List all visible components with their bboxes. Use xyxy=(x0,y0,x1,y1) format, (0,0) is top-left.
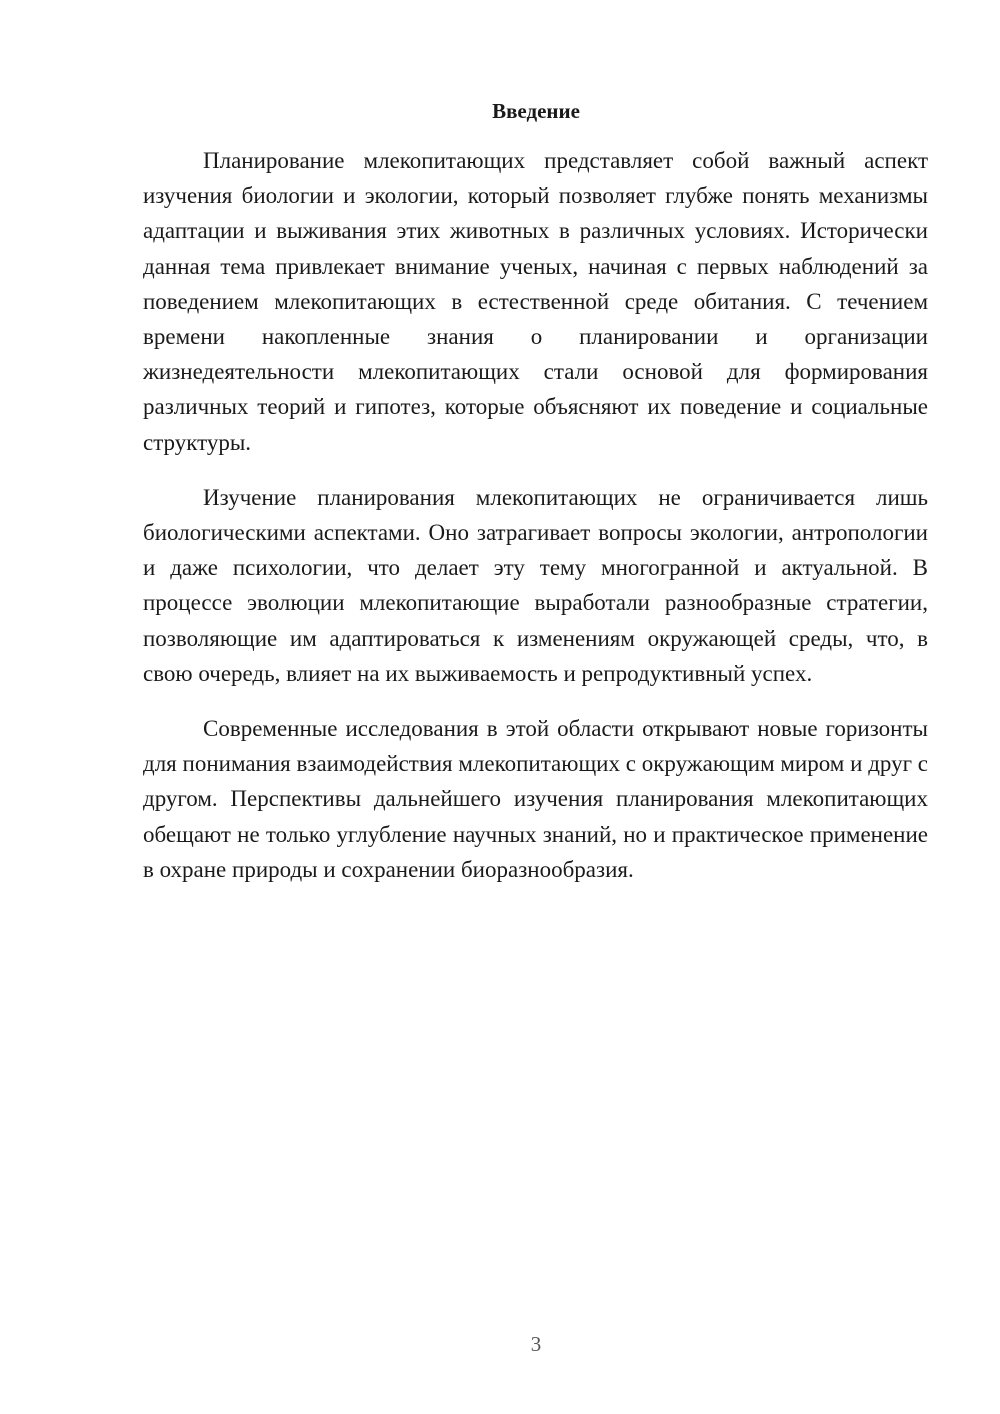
paragraph-3: Современные исследования в этой области открывают новые горизонты для понимания взаимодействия млекопитающих с окружающим миром и друг с другом. Перспективы дальнейшего изучения планирования млекопитающих обещают не только углубление научных знаний, но и практическое применение в охране природы и сохранении биоразнообразия. xyxy=(143,716,928,882)
section-title: Введение xyxy=(492,99,580,123)
page-number: 3 xyxy=(530,1332,542,1356)
body-text xyxy=(143,143,928,887)
paragraph-1: Планирование млекопитающих представляет собой важный аспект изучения биологии и экологии, который позволяет глубже понять механизмы адаптации и выживания этих животных в различных условиях. Исторически данная тема привлекает внимание ученых, начиная с первых наблюдений за поведением млекопитающих в естественной среде обитания. С течением времени накопленные знания о планировании и организации жизнедеятельности млекопитающих стали основой для формирования различных теорий и гипотез, которые объясняют их поведение и социальные структуры. xyxy=(143,148,928,455)
paragraph-2: Изучение планирования млекопитающих не ограничивается лишь биологическими аспектами. Оно затрагивает вопросы экологии, антропологии и даже психологии, что делает эту тему многогранной и актуальной. В процессе эволюции млекопитающие выработали разнообразные стратегии, позволяющие им адаптироваться к изменениям окружающей среды, что, в свою очередь, влияет на их выживаемость и репродуктивный успех. xyxy=(143,484,928,686)
